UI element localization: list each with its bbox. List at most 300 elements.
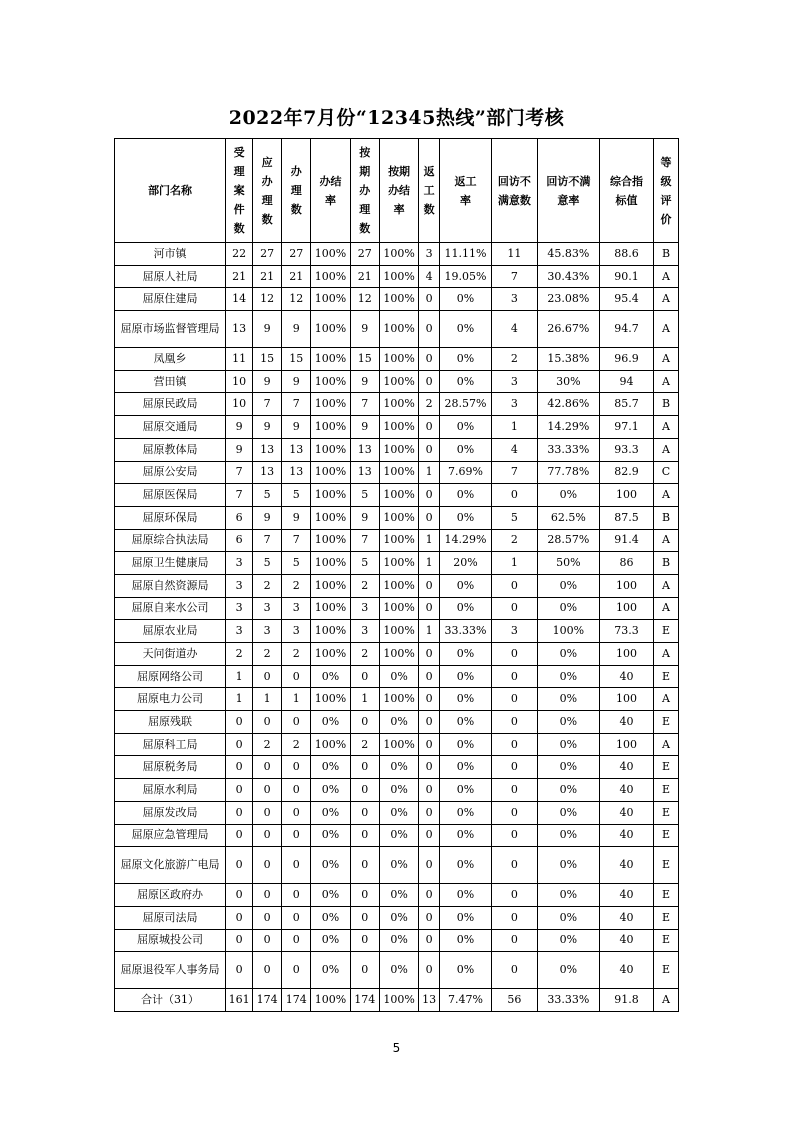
data-cell: 0% xyxy=(440,348,492,371)
data-cell: 2 xyxy=(226,643,253,666)
data-cell: 0% xyxy=(440,801,492,824)
data-cell: 90.1 xyxy=(599,265,653,288)
data-cell: 0 xyxy=(419,416,440,439)
data-cell: 3 xyxy=(226,552,253,575)
data-cell: E xyxy=(653,884,678,907)
data-cell: 100% xyxy=(311,265,350,288)
data-cell: 0% xyxy=(440,929,492,952)
dept-name-cell: 屈原农业局 xyxy=(115,620,226,643)
data-cell: 7 xyxy=(253,393,282,416)
dept-name-cell: 屈原自来水公司 xyxy=(115,597,226,620)
table-row xyxy=(115,416,679,439)
dept-name-cell: 屈原税务局 xyxy=(115,756,226,779)
data-cell: 2 xyxy=(282,733,311,756)
data-cell: 0 xyxy=(226,929,253,952)
data-cell: 27 xyxy=(253,243,282,266)
data-cell: 19.05% xyxy=(440,265,492,288)
data-cell: 0 xyxy=(253,847,282,884)
data-cell: 5 xyxy=(253,484,282,507)
dept-name-cell: 屈原医保局 xyxy=(115,484,226,507)
data-cell: 0 xyxy=(419,643,440,666)
data-cell: 2 xyxy=(282,643,311,666)
table-row xyxy=(115,574,679,597)
page-number: 5 xyxy=(392,1041,401,1055)
data-cell: 0 xyxy=(226,756,253,779)
data-cell: 11 xyxy=(491,243,537,266)
data-cell: 0 xyxy=(491,688,537,711)
data-cell: 0 xyxy=(350,779,379,802)
data-cell: A xyxy=(653,688,678,711)
data-cell: 0% xyxy=(440,733,492,756)
data-cell: 10 xyxy=(226,393,253,416)
data-cell: 12 xyxy=(253,288,282,311)
data-cell: 100% xyxy=(311,288,350,311)
data-cell: 7 xyxy=(253,529,282,552)
data-cell: 0% xyxy=(537,929,599,952)
data-cell: 0 xyxy=(226,733,253,756)
data-cell: 0% xyxy=(537,665,599,688)
data-cell: E xyxy=(653,801,678,824)
data-cell: 23.08% xyxy=(537,288,599,311)
table-row xyxy=(115,461,679,484)
data-cell: 100 xyxy=(599,643,653,666)
data-cell: 0% xyxy=(379,824,418,847)
header-handled: 办理数 xyxy=(282,139,311,243)
data-cell: 2 xyxy=(350,733,379,756)
data-cell: 2 xyxy=(253,733,282,756)
dept-name-cell: 屈原网络公司 xyxy=(115,665,226,688)
data-cell: 0 xyxy=(419,506,440,529)
dept-name-cell: 屈原综合执法局 xyxy=(115,529,226,552)
data-cell: 2 xyxy=(253,643,282,666)
data-cell: 0 xyxy=(419,665,440,688)
data-cell: 174 xyxy=(350,989,379,1012)
table-row xyxy=(115,484,679,507)
data-cell: B xyxy=(653,243,678,266)
data-cell: 9 xyxy=(226,416,253,439)
data-cell: 7.69% xyxy=(440,461,492,484)
table-header-row xyxy=(115,139,679,243)
header-dissatisfied-count: 回访不满意数 xyxy=(491,139,537,243)
data-cell: 13 xyxy=(253,461,282,484)
table-row xyxy=(115,311,679,348)
data-cell: 0 xyxy=(491,643,537,666)
data-cell: 1 xyxy=(253,688,282,711)
data-cell: 9 xyxy=(282,506,311,529)
data-cell: E xyxy=(653,665,678,688)
data-cell: 0% xyxy=(537,779,599,802)
data-cell: 50% xyxy=(537,552,599,575)
data-cell: 0 xyxy=(350,884,379,907)
data-cell: 2 xyxy=(282,574,311,597)
data-cell: 100% xyxy=(311,416,350,439)
dept-name-cell: 屈原民政局 xyxy=(115,393,226,416)
dept-name-cell: 天问街道办 xyxy=(115,643,226,666)
data-cell: 0% xyxy=(311,779,350,802)
data-cell: 30.43% xyxy=(537,265,599,288)
data-cell: 0% xyxy=(537,733,599,756)
data-cell: 27 xyxy=(282,243,311,266)
data-cell: 0 xyxy=(253,779,282,802)
data-cell: E xyxy=(653,779,678,802)
data-cell: 100% xyxy=(311,552,350,575)
data-cell: 100% xyxy=(379,311,418,348)
data-cell: 100% xyxy=(379,506,418,529)
data-cell: 40 xyxy=(599,779,653,802)
data-cell: 0 xyxy=(253,884,282,907)
data-cell: 0 xyxy=(419,370,440,393)
data-cell: 22 xyxy=(226,243,253,266)
data-cell: B xyxy=(653,506,678,529)
dept-name-cell: 屈原城投公司 xyxy=(115,929,226,952)
data-cell: 88.6 xyxy=(599,243,653,266)
data-cell: 0 xyxy=(282,779,311,802)
data-cell: 9 xyxy=(226,438,253,461)
data-cell: 3 xyxy=(253,597,282,620)
data-cell: 0 xyxy=(491,665,537,688)
data-cell: 100% xyxy=(311,620,350,643)
data-cell: 42.86% xyxy=(537,393,599,416)
data-cell: 12 xyxy=(282,288,311,311)
data-cell: 73.3 xyxy=(599,620,653,643)
data-cell: 100% xyxy=(379,552,418,575)
data-cell: 21 xyxy=(253,265,282,288)
data-cell: 40 xyxy=(599,884,653,907)
data-cell: 62.5% xyxy=(537,506,599,529)
data-cell: 0% xyxy=(537,688,599,711)
data-cell: 0% xyxy=(440,311,492,348)
data-cell: 1 xyxy=(419,620,440,643)
data-cell: 12 xyxy=(350,288,379,311)
data-cell: 40 xyxy=(599,847,653,884)
data-cell: A xyxy=(653,416,678,439)
table-row xyxy=(115,288,679,311)
data-cell: 0 xyxy=(350,952,379,989)
data-cell: 100% xyxy=(311,989,350,1012)
table-row xyxy=(115,711,679,734)
data-cell: 100% xyxy=(379,989,418,1012)
data-cell: 13 xyxy=(253,438,282,461)
data-cell: E xyxy=(653,952,678,989)
dept-name-cell: 凤凰乡 xyxy=(115,348,226,371)
data-cell: 7 xyxy=(282,529,311,552)
data-cell: 100 xyxy=(599,733,653,756)
data-cell: 9 xyxy=(253,370,282,393)
data-cell: 0% xyxy=(440,665,492,688)
data-cell: 100 xyxy=(599,688,653,711)
data-cell: 86 xyxy=(599,552,653,575)
data-cell: 0 xyxy=(491,733,537,756)
data-cell: 0% xyxy=(440,574,492,597)
data-cell: 56 xyxy=(491,989,537,1012)
data-cell: 100% xyxy=(379,620,418,643)
data-cell: 2 xyxy=(350,643,379,666)
data-cell: 30% xyxy=(537,370,599,393)
header-dept-name: 部门名称 xyxy=(115,139,226,243)
data-cell: 3 xyxy=(350,620,379,643)
data-cell: 21 xyxy=(282,265,311,288)
data-cell: 0 xyxy=(253,711,282,734)
data-cell: B xyxy=(653,393,678,416)
table-body xyxy=(115,243,679,1012)
data-cell: 14.29% xyxy=(537,416,599,439)
data-cell: 0% xyxy=(440,756,492,779)
data-cell: 0 xyxy=(419,952,440,989)
data-cell: 21 xyxy=(226,265,253,288)
data-cell: 0% xyxy=(537,847,599,884)
data-cell: 13 xyxy=(350,438,379,461)
data-cell: 3 xyxy=(491,393,537,416)
data-cell: 0% xyxy=(537,574,599,597)
data-cell: 28.57% xyxy=(537,529,599,552)
data-cell: 0% xyxy=(379,801,418,824)
data-cell: 100% xyxy=(311,529,350,552)
data-cell: 94.7 xyxy=(599,311,653,348)
data-cell: 0% xyxy=(311,756,350,779)
data-cell: C xyxy=(653,461,678,484)
data-cell: 0% xyxy=(311,801,350,824)
data-cell: 0% xyxy=(537,824,599,847)
data-cell: 1 xyxy=(226,688,253,711)
data-cell: 0% xyxy=(311,711,350,734)
data-cell: 100% xyxy=(379,733,418,756)
data-cell: 0% xyxy=(440,597,492,620)
table-row xyxy=(115,824,679,847)
data-cell: 21 xyxy=(350,265,379,288)
data-cell: 100% xyxy=(311,688,350,711)
data-cell: 100% xyxy=(311,438,350,461)
data-cell: 100% xyxy=(379,643,418,666)
data-cell: 0 xyxy=(419,438,440,461)
data-cell: 13 xyxy=(282,461,311,484)
data-cell: 174 xyxy=(253,989,282,1012)
table-row xyxy=(115,906,679,929)
data-cell: 0% xyxy=(440,416,492,439)
data-cell: 40 xyxy=(599,824,653,847)
data-cell: 100% xyxy=(537,620,599,643)
data-cell: A xyxy=(653,597,678,620)
data-cell: 100% xyxy=(379,265,418,288)
data-cell: 0 xyxy=(491,906,537,929)
table-row xyxy=(115,393,679,416)
table-row xyxy=(115,243,679,266)
data-cell: 20% xyxy=(440,552,492,575)
data-cell: 13 xyxy=(282,438,311,461)
data-cell: 0 xyxy=(350,801,379,824)
data-cell: 0 xyxy=(226,711,253,734)
data-cell: 0 xyxy=(253,824,282,847)
data-cell: 0% xyxy=(537,952,599,989)
table-row xyxy=(115,952,679,989)
data-cell: 0 xyxy=(419,484,440,507)
data-cell: 100% xyxy=(379,597,418,620)
data-cell: A xyxy=(653,733,678,756)
data-cell: E xyxy=(653,620,678,643)
data-cell: 40 xyxy=(599,952,653,989)
data-cell: 7 xyxy=(226,461,253,484)
data-cell: 0 xyxy=(491,779,537,802)
table-row xyxy=(115,438,679,461)
data-cell: 0 xyxy=(491,952,537,989)
data-cell: 5 xyxy=(350,484,379,507)
data-cell: 5 xyxy=(282,552,311,575)
data-cell: 0 xyxy=(491,597,537,620)
data-cell: 0 xyxy=(226,847,253,884)
data-cell: 0 xyxy=(350,847,379,884)
data-cell: 85.7 xyxy=(599,393,653,416)
table-row xyxy=(115,779,679,802)
table-row xyxy=(115,847,679,884)
data-cell: 0 xyxy=(253,756,282,779)
table-row xyxy=(115,529,679,552)
data-cell: 0 xyxy=(491,711,537,734)
data-cell: 7.47% xyxy=(440,989,492,1012)
header-ontime-handled: 按期办理数 xyxy=(350,139,379,243)
data-cell: 15.38% xyxy=(537,348,599,371)
data-cell: 100 xyxy=(599,484,653,507)
data-cell: 0% xyxy=(379,906,418,929)
data-cell: 0% xyxy=(311,847,350,884)
data-cell: 3 xyxy=(419,243,440,266)
data-cell: 0% xyxy=(311,929,350,952)
data-cell: 26.67% xyxy=(537,311,599,348)
dept-name-cell: 屈原残联 xyxy=(115,711,226,734)
data-cell: A xyxy=(653,643,678,666)
data-cell: 27 xyxy=(350,243,379,266)
data-cell: 0 xyxy=(226,824,253,847)
data-cell: 0 xyxy=(419,597,440,620)
data-cell: 100% xyxy=(379,438,418,461)
dept-name-cell: 合计（31） xyxy=(115,989,226,1012)
header-rework-count: 返工数 xyxy=(419,139,440,243)
data-cell: 0% xyxy=(440,952,492,989)
data-cell: A xyxy=(653,311,678,348)
data-cell: 0% xyxy=(440,438,492,461)
data-cell: 1 xyxy=(350,688,379,711)
data-cell: 2 xyxy=(253,574,282,597)
table-row xyxy=(115,929,679,952)
data-cell: 100% xyxy=(379,288,418,311)
data-cell: 0 xyxy=(282,665,311,688)
data-cell: 0% xyxy=(537,884,599,907)
data-cell: 0% xyxy=(379,847,418,884)
data-cell: 40 xyxy=(599,906,653,929)
header-ontime-rate: 按期办结率 xyxy=(379,139,418,243)
data-cell: 13 xyxy=(226,311,253,348)
data-cell: 11 xyxy=(226,348,253,371)
data-cell: B xyxy=(653,552,678,575)
dept-name-cell: 屈原市场监督管理局 xyxy=(115,311,226,348)
data-cell: 9 xyxy=(282,311,311,348)
header-should-handle: 应办理数 xyxy=(253,139,282,243)
data-cell: 2 xyxy=(419,393,440,416)
data-cell: 100 xyxy=(599,597,653,620)
dept-name-cell: 屈原公安局 xyxy=(115,461,226,484)
table-row xyxy=(115,665,679,688)
data-cell: 0 xyxy=(253,665,282,688)
data-cell: 100% xyxy=(311,643,350,666)
data-cell: 0% xyxy=(440,847,492,884)
data-cell: 100 xyxy=(599,574,653,597)
dept-name-cell: 屈原环保局 xyxy=(115,506,226,529)
data-cell: 9 xyxy=(253,416,282,439)
data-cell: 0% xyxy=(311,665,350,688)
dept-name-cell: 屈原卫生健康局 xyxy=(115,552,226,575)
data-cell: 0 xyxy=(419,906,440,929)
data-cell: 0 xyxy=(253,801,282,824)
data-cell: 0 xyxy=(350,756,379,779)
data-cell: 9 xyxy=(350,370,379,393)
data-cell: 0% xyxy=(311,824,350,847)
data-cell: 9 xyxy=(253,311,282,348)
dept-name-cell: 河市镇 xyxy=(115,243,226,266)
data-cell: 0% xyxy=(537,801,599,824)
dept-name-cell: 屈原应急管理局 xyxy=(115,824,226,847)
data-cell: 10 xyxy=(226,370,253,393)
data-cell: 9 xyxy=(253,506,282,529)
data-cell: 0 xyxy=(419,824,440,847)
data-cell: 0% xyxy=(311,884,350,907)
table-row xyxy=(115,801,679,824)
table-row xyxy=(115,552,679,575)
data-cell: 0 xyxy=(491,574,537,597)
dept-name-cell: 屈原司法局 xyxy=(115,906,226,929)
data-cell: 0% xyxy=(379,929,418,952)
dept-name-cell: 屈原教体局 xyxy=(115,438,226,461)
data-cell: 100% xyxy=(311,597,350,620)
data-cell: 0 xyxy=(419,574,440,597)
data-cell: 40 xyxy=(599,929,653,952)
data-cell: 0 xyxy=(226,884,253,907)
data-cell: 0 xyxy=(491,929,537,952)
data-cell: 0% xyxy=(537,597,599,620)
data-cell: 1 xyxy=(491,552,537,575)
data-cell: 7 xyxy=(282,393,311,416)
dept-name-cell: 屈原发改局 xyxy=(115,801,226,824)
data-cell: 0 xyxy=(282,952,311,989)
data-cell: 0 xyxy=(491,884,537,907)
data-cell: 14.29% xyxy=(440,529,492,552)
data-cell: 9 xyxy=(282,416,311,439)
header-composite-index: 综合指标值 xyxy=(599,139,653,243)
data-cell: 82.9 xyxy=(599,461,653,484)
data-cell: 1 xyxy=(419,552,440,575)
data-cell: E xyxy=(653,906,678,929)
data-cell: 100% xyxy=(311,393,350,416)
data-cell: 0 xyxy=(419,348,440,371)
data-cell: 45.83% xyxy=(537,243,599,266)
data-cell: 0% xyxy=(440,643,492,666)
data-cell: 5 xyxy=(282,484,311,507)
data-cell: 7 xyxy=(491,461,537,484)
table-row xyxy=(115,756,679,779)
data-cell: 11.11% xyxy=(440,243,492,266)
data-cell: 87.5 xyxy=(599,506,653,529)
data-cell: 0 xyxy=(282,756,311,779)
data-cell: 1 xyxy=(282,688,311,711)
data-cell: 91.8 xyxy=(599,989,653,1012)
data-cell: 0 xyxy=(282,929,311,952)
table-row xyxy=(115,265,679,288)
data-cell: 3 xyxy=(226,597,253,620)
data-cell: 0 xyxy=(350,711,379,734)
dept-name-cell: 屈原人社局 xyxy=(115,265,226,288)
data-cell: 28.57% xyxy=(440,393,492,416)
data-cell: 0% xyxy=(440,370,492,393)
data-cell: 3 xyxy=(226,574,253,597)
header-rework-rate: 返工率 xyxy=(440,139,492,243)
data-cell: 0 xyxy=(282,906,311,929)
